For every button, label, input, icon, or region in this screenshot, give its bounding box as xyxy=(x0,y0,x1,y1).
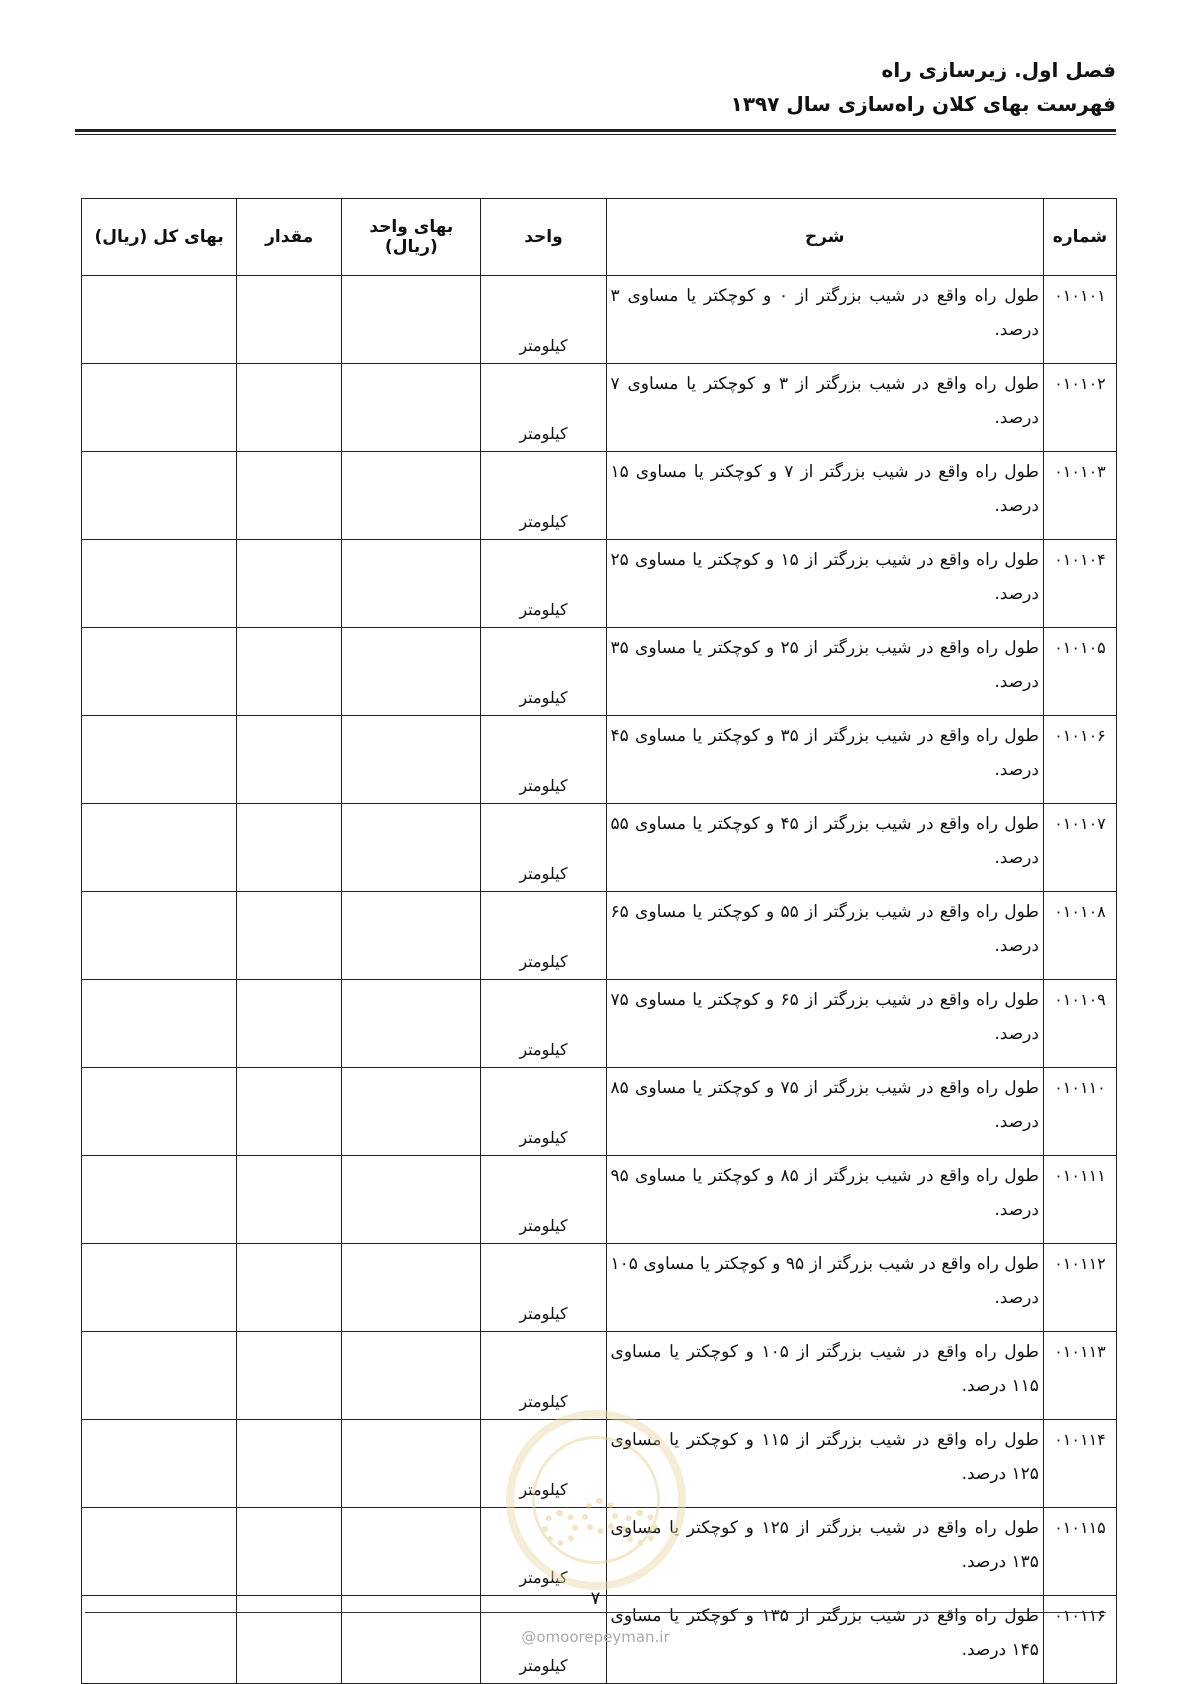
item-number: ۰۱۰۱۰۴ xyxy=(1043,540,1116,628)
item-quantity xyxy=(237,1068,342,1156)
item-description: طول راه واقع در شیب بزرگتر از ۳۵ و کوچکتر یا مساوی ۴۵ درصد. xyxy=(606,716,1043,804)
header-rule-thin xyxy=(75,134,1116,135)
table-row xyxy=(82,804,1117,892)
item-unit-price xyxy=(342,1156,481,1244)
item-unit: کیلومتر xyxy=(481,1508,606,1596)
item-quantity xyxy=(237,628,342,716)
item-description: طول راه واقع در شیب بزرگتر از ۱۰۵ و کوچکتر یا مساوی ۱۱۵ درصد. xyxy=(606,1332,1043,1420)
item-unit-price xyxy=(342,628,481,716)
item-unit-price xyxy=(342,892,481,980)
item-total-price xyxy=(82,1068,237,1156)
item-unit-price xyxy=(342,716,481,804)
item-number: ۰۱۰۱۰۵ xyxy=(1043,628,1116,716)
item-total-price xyxy=(82,1420,237,1508)
item-quantity xyxy=(237,452,342,540)
item-quantity xyxy=(237,1420,342,1508)
item-unit-price xyxy=(342,1244,481,1332)
item-unit: کیلومتر xyxy=(481,980,606,1068)
item-description: طول راه واقع در شیب بزرگتر از ۹۵ و کوچکتر یا مساوی ۱۰۵ درصد. xyxy=(606,1244,1043,1332)
header-quantity: مقدار xyxy=(237,199,342,276)
item-total-price xyxy=(82,628,237,716)
item-unit-price xyxy=(342,364,481,452)
header-unit-price: بهای واحد (ریال) xyxy=(342,199,481,276)
item-unit-price xyxy=(342,452,481,540)
table-row xyxy=(82,1244,1117,1332)
item-unit: کیلومتر xyxy=(481,804,606,892)
item-unit: کیلومتر xyxy=(481,1244,606,1332)
item-unit-price xyxy=(342,276,481,364)
item-description: طول راه واقع در شیب بزرگتر از ۱۱۵ و کوچکتر یا مساوی ۱۲۵ درصد. xyxy=(606,1420,1043,1508)
item-quantity xyxy=(237,1508,342,1596)
item-description: طول راه واقع در شیب بزرگتر از ۷۵ و کوچکتر یا مساوی ۸۵ درصد. xyxy=(606,1068,1043,1156)
item-unit: کیلومتر xyxy=(481,364,606,452)
item-unit: کیلومتر xyxy=(481,628,606,716)
header-description: شرح xyxy=(606,199,1043,276)
item-unit: کیلومتر xyxy=(481,540,606,628)
item-number: ۰۱۰۱۱۰ xyxy=(1043,1068,1116,1156)
item-unit-price xyxy=(342,1068,481,1156)
item-quantity xyxy=(237,716,342,804)
item-total-price xyxy=(82,1332,237,1420)
item-quantity xyxy=(237,1244,342,1332)
item-unit: کیلومتر xyxy=(481,1156,606,1244)
item-unit: کیلومتر xyxy=(481,1332,606,1420)
item-description: طول راه واقع در شیب بزرگتر از ۷ و کوچکتر یا مساوی ۱۵ درصد. xyxy=(606,452,1043,540)
table-row xyxy=(82,1068,1117,1156)
item-total-price xyxy=(82,892,237,980)
item-unit: کیلومتر xyxy=(481,276,606,364)
item-number: ۰۱۰۱۱۵ xyxy=(1043,1508,1116,1596)
item-number: ۰۱۰۱۰۱ xyxy=(1043,276,1116,364)
item-unit: کیلومتر xyxy=(481,716,606,804)
item-total-price xyxy=(82,452,237,540)
item-unit: کیلومتر xyxy=(481,452,606,540)
table-row xyxy=(82,980,1117,1068)
chapter-title: فصل اول. زیرسازی راه xyxy=(881,58,1116,82)
table-row xyxy=(82,892,1117,980)
item-unit: کیلومتر xyxy=(481,1596,606,1684)
item-number: ۰۱۰۱۰۹ xyxy=(1043,980,1116,1068)
item-unit-price xyxy=(342,540,481,628)
footer-rule xyxy=(85,1612,1106,1613)
item-number: ۰۱۰۱۱۳ xyxy=(1043,1332,1116,1420)
item-quantity xyxy=(237,276,342,364)
table-row xyxy=(82,452,1117,540)
item-total-price xyxy=(82,276,237,364)
item-number: ۰۱۰۱۰۷ xyxy=(1043,804,1116,892)
item-quantity xyxy=(237,1156,342,1244)
item-total-price xyxy=(82,980,237,1068)
item-total-price xyxy=(82,1156,237,1244)
item-description: طول راه واقع در شیب بزرگتر از ۴۵ و کوچکتر یا مساوی ۵۵ درصد. xyxy=(606,804,1043,892)
item-description: طول راه واقع در شیب بزرگتر از ۱۵ و کوچکتر یا مساوی ۲۵ درصد. xyxy=(606,540,1043,628)
item-total-price xyxy=(82,804,237,892)
item-number: ۰۱۰۱۰۲ xyxy=(1043,364,1116,452)
item-unit: کیلومتر xyxy=(481,1068,606,1156)
item-unit-price xyxy=(342,1420,481,1508)
item-unit: کیلومتر xyxy=(481,892,606,980)
table-row xyxy=(82,628,1117,716)
item-quantity xyxy=(237,540,342,628)
item-quantity xyxy=(237,804,342,892)
item-number: ۰۱۰۱۱۲ xyxy=(1043,1244,1116,1332)
item-unit-price xyxy=(342,980,481,1068)
item-quantity xyxy=(237,1332,342,1420)
item-description: طول راه واقع در شیب بزرگتر از ۱۲۵ و کوچکتر یا مساوی ۱۳۵ درصد. xyxy=(606,1508,1043,1596)
item-number: ۰۱۰۱۰۸ xyxy=(1043,892,1116,980)
table-header-row xyxy=(82,199,1117,276)
table-row xyxy=(82,540,1117,628)
table-row xyxy=(82,716,1117,804)
table-row xyxy=(82,1332,1117,1420)
item-total-price xyxy=(82,716,237,804)
item-total-price xyxy=(82,364,237,452)
item-description: طول راه واقع در شیب بزرگتر از ۲۵ و کوچکتر یا مساوی ۳۵ درصد. xyxy=(606,628,1043,716)
item-description: طول راه واقع در شیب بزرگتر از ۱۳۵ و کوچکتر یا مساوی ۱۴۵ درصد. xyxy=(606,1596,1043,1684)
item-unit-price xyxy=(342,1332,481,1420)
item-description: طول راه واقع در شیب بزرگتر از ۳ و کوچکتر یا مساوی ۷ درصد. xyxy=(606,364,1043,452)
book-title: فهرست بهای کلان راه‌سازی سال ۱۳۹۷ xyxy=(730,92,1116,116)
website-watermark: @omoorepeyman.ir xyxy=(521,1628,670,1646)
item-quantity xyxy=(237,892,342,980)
seal-logo-icon xyxy=(506,1410,686,1590)
item-unit-price xyxy=(342,804,481,892)
table-row xyxy=(82,276,1117,364)
item-unit: کیلومتر xyxy=(481,1420,606,1508)
table-row xyxy=(82,364,1117,452)
item-number: ۰۱۰۱۱۴ xyxy=(1043,1420,1116,1508)
item-description: طول راه واقع در شیب بزرگتر از ۶۵ و کوچکتر یا مساوی ۷۵ درصد. xyxy=(606,980,1043,1068)
item-number: ۰۱۰۱۱۱ xyxy=(1043,1156,1116,1244)
item-total-price xyxy=(82,540,237,628)
header-rule-thick xyxy=(75,129,1116,132)
header-unit: واحد xyxy=(481,199,606,276)
header-number: شماره xyxy=(1043,199,1116,276)
table-row xyxy=(82,1156,1117,1244)
item-number: ۰۱۰۱۰۳ xyxy=(1043,452,1116,540)
item-number: ۰۱۰۱۱۶ xyxy=(1043,1596,1116,1684)
item-total-price xyxy=(82,1244,237,1332)
item-description: طول راه واقع در شیب بزرگتر از ۵۵ و کوچکتر یا مساوی ۶۵ درصد. xyxy=(606,892,1043,980)
header-total-price: بهای کل (ریال) xyxy=(82,199,237,276)
item-quantity xyxy=(237,980,342,1068)
item-description: طول راه واقع در شیب بزرگتر از ۰ و کوچکتر یا مساوی ۳ درصد. xyxy=(606,276,1043,364)
page-header xyxy=(731,55,1116,119)
item-description: طول راه واقع در شیب بزرگتر از ۸۵ و کوچکتر یا مساوی ۹۵ درصد. xyxy=(606,1156,1043,1244)
item-total-price xyxy=(82,1508,237,1596)
item-quantity xyxy=(237,364,342,452)
page-number: ۷ xyxy=(590,1588,601,1609)
item-unit-price xyxy=(342,1508,481,1596)
item-number: ۰۱۰۱۰۶ xyxy=(1043,716,1116,804)
